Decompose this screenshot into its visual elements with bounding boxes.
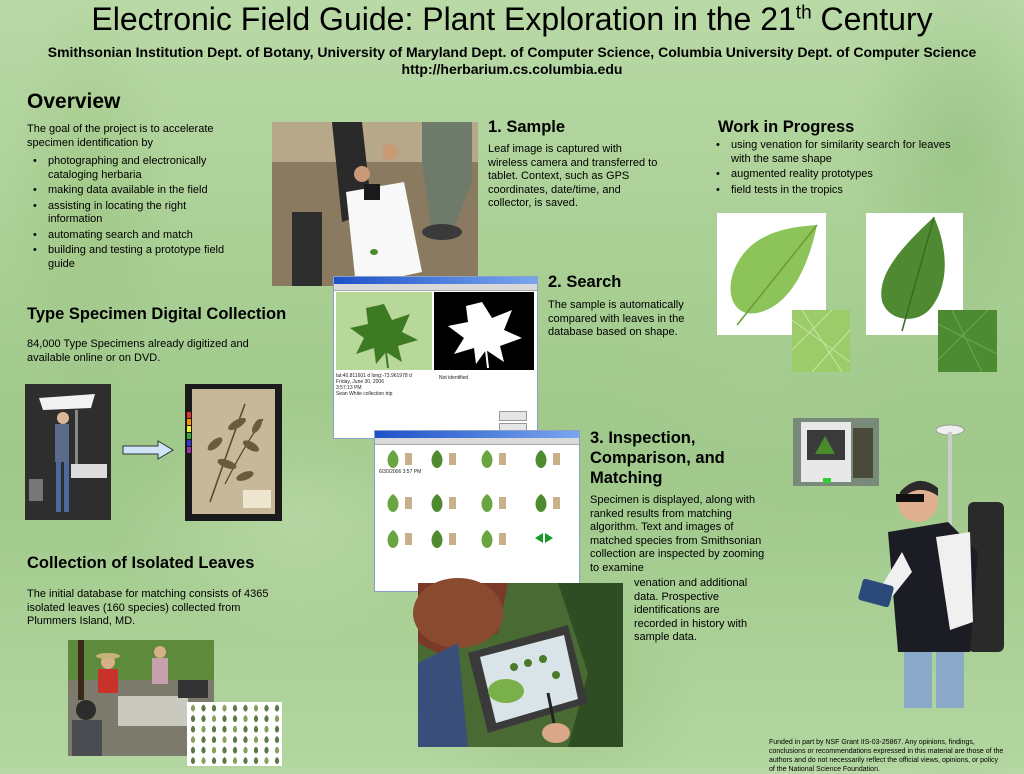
search-window-titlebar — [334, 277, 537, 284]
leaf-thumbnail — [233, 726, 237, 733]
leaf-thumbnail — [212, 726, 216, 733]
window-button[interactable] — [499, 411, 527, 421]
leaf-thumbnail — [233, 705, 237, 712]
leaf-thumbnail — [243, 747, 247, 754]
result-specimen-thumbnail — [405, 533, 412, 545]
list-item: • building and testing a prototype field guide — [48, 244, 237, 271]
leaf-thumbnail — [233, 757, 237, 764]
search-app-screenshot — [333, 276, 538, 439]
work-in-progress-list — [718, 139, 958, 197]
result-leaf-thumbnail — [482, 450, 493, 468]
leaf-thumbnail — [254, 736, 258, 743]
gps-status — [336, 373, 412, 397]
collector-name: Sean White collection trip — [336, 391, 393, 397]
tablet-inspection-illustration — [418, 583, 623, 747]
leaf-thumbnail — [212, 747, 216, 754]
type-specimen-body: 84,000 Type Specimens already digitized and available online or on DVD. — [27, 338, 249, 364]
leaf-thumbnail — [222, 715, 226, 722]
segmented-leaf-image — [434, 292, 534, 370]
sample-leaf-image — [336, 292, 432, 370]
work-in-progress-heading: Work in Progress — [718, 118, 855, 136]
inspection-heading: 3. Inspection, Comparison, and Matching — [590, 429, 725, 487]
list-item: • automating search and match — [48, 229, 237, 243]
result-leaf-thumbnail — [388, 450, 399, 468]
leaf-capture-photo — [272, 122, 478, 286]
inspection-body-bottom: venation and additional data. Prospective identifications are recorded in history with sample data. — [634, 577, 748, 643]
leaf-thumbnail — [222, 726, 226, 733]
leaf-thumbnail — [233, 715, 237, 722]
capture-time: 3:57:13 PM — [336, 385, 362, 391]
leaf-thumbnail — [191, 715, 195, 722]
leaf-thumbnail — [275, 736, 279, 743]
light-leaf-venation-closeup — [792, 310, 850, 372]
segmented-leaf-icon — [434, 292, 534, 370]
result-specimen-thumbnail — [449, 533, 456, 545]
result-specimen-thumbnail — [553, 497, 560, 509]
leaf-thumbnail — [264, 705, 268, 712]
leaf-thumbnail — [264, 726, 268, 733]
result-leaf-thumbnail — [482, 530, 493, 548]
overview-intro: The goal of the project is to accelerate specimen identification by — [27, 123, 214, 149]
results-app-screenshot — [374, 430, 580, 592]
inspection-body-top: Specimen is displayed, along with ranked results from matching algorithm. Text and images of matched species from Smithsonian collection are inspected by zooming to examine — [590, 494, 765, 574]
leaf-thumbnail — [212, 757, 216, 764]
isolated-leaves-heading: Collection of Isolated Leaves — [27, 554, 255, 572]
leaf-thumbnail — [264, 757, 268, 764]
leaf-thumbnail — [222, 705, 226, 712]
leaf-thumbnail — [201, 726, 205, 733]
search-heading: 2. Search — [548, 273, 622, 291]
leaf-thumbnail — [264, 747, 268, 754]
result-leaf-thumbnail — [388, 494, 399, 512]
result-specimen-thumbnail — [499, 453, 506, 465]
leaf-thumbnail — [254, 757, 258, 764]
type-specimen-heading: Type Specimen Digital Collection — [27, 305, 287, 323]
capture-date: Friday, June 30, 2006 — [336, 379, 384, 385]
leaf-thumbnail — [254, 747, 258, 754]
leaf-thumbnail — [201, 715, 205, 722]
leaf-thumbnail — [191, 736, 195, 743]
overview-section — [27, 123, 237, 273]
leaf-thumbnail — [201, 736, 205, 743]
ar-backpack-user-illustration — [858, 422, 1008, 712]
leaf-thumbnail — [243, 726, 247, 733]
nav-arrow-icon[interactable] — [545, 533, 553, 543]
herbarium-sheet-photo — [185, 384, 282, 521]
list-item: • making data available in the field — [48, 184, 237, 198]
leaf-thumbnail — [191, 757, 195, 764]
result-specimen-thumbnail — [449, 453, 456, 465]
result-leaf-thumbnail — [432, 530, 443, 548]
leaf-thumbnail — [233, 747, 237, 754]
leaf-thumbnail — [212, 715, 216, 722]
leaf-thumbnail — [275, 715, 279, 722]
poster-title: Electronic Field Guide: Plant Exploration in the 21th Century — [91, 1, 933, 37]
leaf-thumbnail — [212, 736, 216, 743]
leaf-thumbnail — [243, 757, 247, 764]
affiliations — [0, 44, 1024, 78]
project-url[interactable]: http://herbarium.cs.columbia.edu — [401, 61, 623, 77]
result-specimen-thumbnail — [449, 497, 456, 509]
leaf-thumbnail — [275, 757, 279, 764]
leaf-thumbnail — [254, 705, 258, 712]
sample-body: Leaf image is captured with wireless camera and transferred to tablet. Context, such as GPS coordinates, date/time, and collector, is saved. — [488, 143, 658, 209]
identification-result: Not identified — [439, 375, 469, 381]
leaf-thumbnail — [201, 747, 205, 754]
result-leaf-thumbnail — [482, 494, 493, 512]
leaf-thumbnail — [222, 736, 226, 743]
leaf-grid-image — [187, 702, 282, 766]
result-leaf-thumbnail — [536, 450, 547, 468]
leaf-thumbnail — [275, 705, 279, 712]
leaf-thumbnail — [212, 705, 216, 712]
leaf-thumbnail — [191, 726, 195, 733]
result-leaf-thumbnail — [388, 530, 399, 548]
leaf-thumbnail — [243, 705, 247, 712]
funding-note: Funded in part by NSF Grant IIS-03-25867. Any opinions, findings, conclusions or recommendations expressed in this material are those of the authors and do not necessarily reflect the official views, opinions, or policy of the National Science Foundation. — [769, 739, 1004, 773]
leaf-thumbnail — [264, 736, 268, 743]
leaf-thumbnail — [222, 747, 226, 754]
result-leaf-thumbnail — [432, 450, 443, 468]
leaf-thumbnail — [222, 757, 226, 764]
affiliations-text: Smithsonian Institution Dept. of Botany, University of Maryland Dept. of Computer Science, Columbia University Dept. of Computer Science — [47, 44, 977, 60]
overview-list — [27, 155, 237, 271]
result-specimen-thumbnail — [553, 453, 560, 465]
leaf-thumbnail — [201, 757, 205, 764]
result-leaf-thumbnail — [432, 494, 443, 512]
work-in-progress-section — [718, 139, 958, 199]
tablet-inspection-photo — [418, 583, 623, 747]
list-item: • assisting in locating the right information — [48, 200, 237, 227]
results-timestamp: 6/30/2006 3:57 PM — [379, 469, 422, 475]
sample-leaf-icon — [336, 292, 432, 370]
result-specimen-thumbnail — [405, 453, 412, 465]
leaf-thumbnail — [254, 726, 258, 733]
nav-arrow-icon[interactable] — [535, 533, 543, 543]
search-window-toolbar — [334, 284, 537, 291]
list-item: • using venation for similarity search for leaves with the same shape — [731, 139, 958, 166]
list-item: • photographing and electronically cataloging herbaria — [48, 155, 237, 182]
list-item: • augmented reality prototypes — [731, 168, 958, 182]
ar-backpack-user-photo — [858, 422, 1008, 712]
leaf-thumbnail — [191, 747, 195, 754]
result-specimen-thumbnail — [499, 533, 506, 545]
leaf-thumbnail — [191, 705, 195, 712]
leaf-grid-illustration — [187, 702, 282, 766]
search-body: The sample is automatically compared with leaves in the database based on shape. — [548, 299, 685, 338]
leaf-thumbnail — [243, 715, 247, 722]
leaf-thumbnail — [233, 736, 237, 743]
leaf-thumbnail — [254, 715, 258, 722]
results-leaf-grid — [375, 431, 581, 591]
digitizing-station-photo — [25, 384, 111, 520]
isolated-leaves-body: The initial database for matching consists of 4365 isolated leaves (160 species) collected from Plummers Island, MD. — [27, 588, 269, 627]
leaf-thumbnail — [243, 736, 247, 743]
sample-heading: 1. Sample — [488, 118, 566, 136]
leaf-thumbnail — [264, 715, 268, 722]
dark-venation-pattern — [938, 310, 997, 372]
overview-heading: Overview — [27, 90, 121, 113]
result-specimen-thumbnail — [499, 497, 506, 509]
leaf-thumbnail — [275, 747, 279, 754]
leaf-thumbnail — [275, 726, 279, 733]
result-specimen-thumbnail — [405, 497, 412, 509]
light-venation-pattern — [792, 310, 850, 372]
leaf-capture-illustration — [272, 122, 478, 286]
digitizing-station-illustration — [25, 384, 111, 520]
list-item: • field tests in the tropics — [731, 184, 958, 198]
herbarium-sheet-illustration — [185, 384, 282, 521]
dark-leaf-venation-closeup — [938, 310, 997, 372]
right-arrow-icon — [122, 440, 174, 460]
result-leaf-thumbnail — [536, 494, 547, 512]
gps-coordinates: lat:40.811601 d long:-73.961978 d — [336, 373, 412, 379]
leaf-thumbnail — [201, 705, 205, 712]
